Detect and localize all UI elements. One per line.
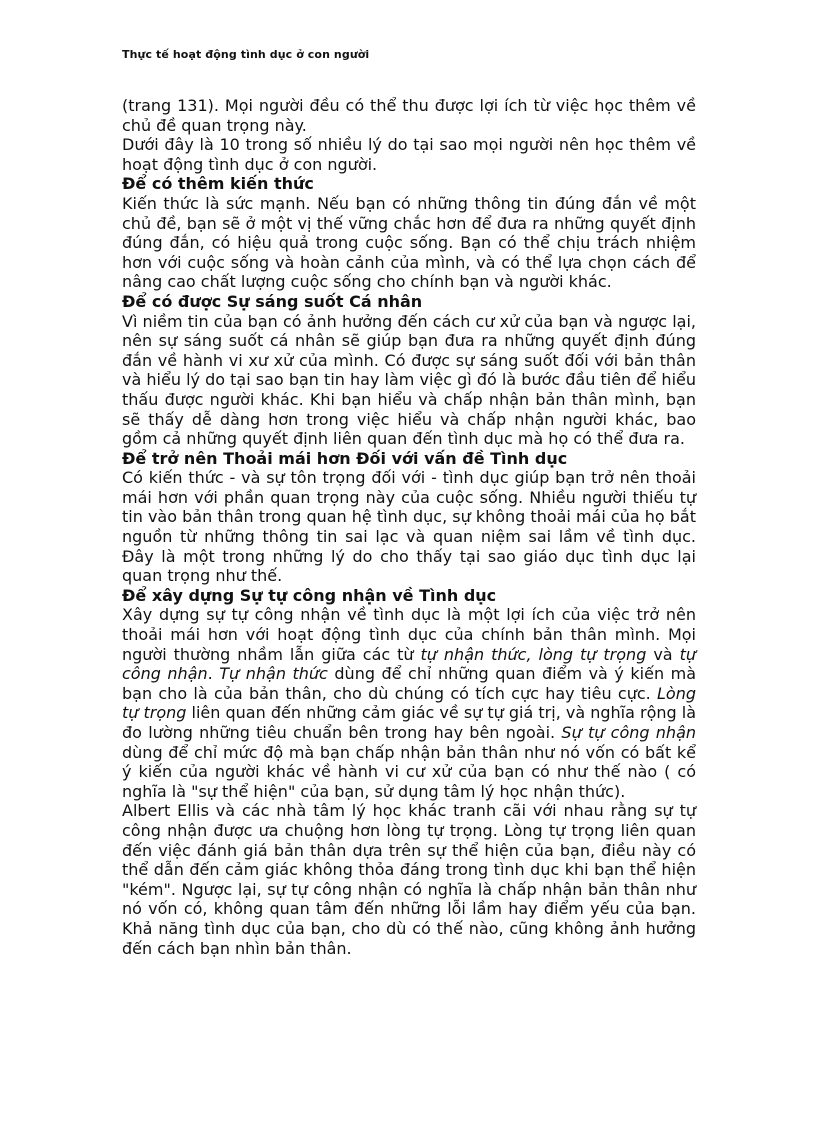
- italic-term: tự công nhận: [122, 644, 696, 684]
- paragraph-albert-ellis: Albert Ellis và các nhà tâm lý học khác tranh cãi với nhau rằng sự tự công nhận được ưa chuộng hơn lòng tự trọng. Lòng tự trọng liên quan đến việc đánh giá bản thân dựa trên sự thể hiện của bạn, điều này có thể dẫn đến cảm giác không thỏa đáng trong tình dục khi bạn thể hiện "kém". Ngược lại, sự tự công nhận có nghĩa là chấp nhận bản thân như nó vốn có, không quan tâm đến những lỗi lầm hay điểm yếu của bạn. Khả năng tình dục của bạn, cho dù có thế nào, cũng không ảnh hưởng đến cách bạn nhìn bản thân.: [122, 801, 696, 958]
- section-heading-self-acceptance: Để xây dựng Sự tự công nhận về Tình dục: [122, 585, 497, 605]
- section-heading-self-insight: Để có được Sự sáng suốt Cá nhân: [122, 291, 423, 311]
- text-run: dùng để chỉ mức độ mà bạn chấp nhận bản thân như nó vốn có bất kể ý kiến của người khác về hành vi cư xử của bạn có như thế nào ( có nghĩa là "sự thể hiện" của bạn, sử dụng tâm lý học nhận thức).: [122, 742, 696, 801]
- text-run: và: [646, 644, 680, 664]
- intro-paragraph-1: (trang 131). Mọi người đều có thể thu được lợi ích từ việc học thêm về chủ đề quan trọng này.: [122, 96, 696, 135]
- section-body-self-acceptance: [122, 605, 696, 801]
- italic-term: tự nhận thức, lòng tự trọng: [420, 644, 647, 664]
- text-run: dùng để chỉ những quan điểm và ý kiến mà bạn cho là của bản thân, cho dù chúng có tích cực hay tiêu cực.: [122, 664, 697, 703]
- italic-term: Tự nhận thức: [219, 664, 328, 684]
- section-body-knowledge: Kiến thức là sức mạnh. Nếu bạn có những thông tin đúng đắn về một chủ đề, bạn sẽ ở một vị thế vững chắc hơn để đưa ra những quyết định đúng đắn, có hiệu quả trong cuộc sống. Bạn có thể chịu trách nhiệm hơn với cuộc sống và hoàn cảnh của mình, và có thể lựa chọn cách để nâng cao chất lượng cuộc sống cho chính bạn và người khác.: [122, 193, 696, 292]
- section-heading-comfort: Để trở nên Thoải mái hơn Đối với vấn đề Tình dục: [122, 448, 568, 468]
- intro-paragraph-2: Dưới đây là 10 trong số nhiều lý do tại sao mọi người nên học thêm về hoạt động tình dục ở con người.: [122, 135, 696, 174]
- italic-term: Lòng tự trọng: [122, 683, 696, 723]
- document-body: [122, 96, 696, 958]
- text-run: liên quan đến những cảm giác về sự tự giá trị, và nghĩa rộng là đo lường những tiêu chuẩn bên trong hay bên ngoài.: [122, 703, 697, 742]
- text-run: Xây dựng sự tự công nhận về tình dục là một lợi ích của việc trở nên thoải mái hơn với hoạt động tình dục của chính bản thân mình. Mọi người thường nhầm lẫn giữa các từ: [122, 605, 696, 664]
- section-body-comfort: Có kiến thức - và sự tôn trọng đối với - tình dục giúp bạn trở nên thoải mái hơn với phần quan trọng này của cuộc sống. Nhiều người thiếu tự tin vào bản thân trong quan hệ tình dục, sự không thoải mái của họ bắt nguồn từ những thông tin sai lạc và quan niệm sai lầm về tình dục. Đây là một trong những lý do cho thấy tại sao giáo dục tình dục lại quan trọng như thế.: [122, 468, 696, 586]
- text-run: .: [207, 664, 220, 684]
- section-body-self-insight: Vì niềm tin của bạn có ảnh hưởng đến cách cư xử của bạn và ngược lại, nên sự sáng suốt cá nhân sẽ giúp bạn đưa ra những quyết định đúng đắn về hành vi xư xử của mình. Có được sự sáng suốt đối với bản thân và hiểu lý do tại sao bạn tin hay làm việc gì đó là bước đầu tiên để hiểu thấu được người khác. Khi bạn hiểu và chấp nhận bản thân mình, bạn sẽ thấy dễ dàng hơn trong việc hiểu và chấp nhận người khác, bao gồm cả những quyết định liên quan đến tình dục mà họ có thể đưa ra.: [122, 311, 696, 449]
- italic-term: Sự tự công nhận: [561, 723, 697, 742]
- running-header: Thực tế hoạt động tình dục ở con người: [122, 48, 370, 61]
- section-heading-knowledge: Để có thêm kiến thức: [122, 174, 314, 194]
